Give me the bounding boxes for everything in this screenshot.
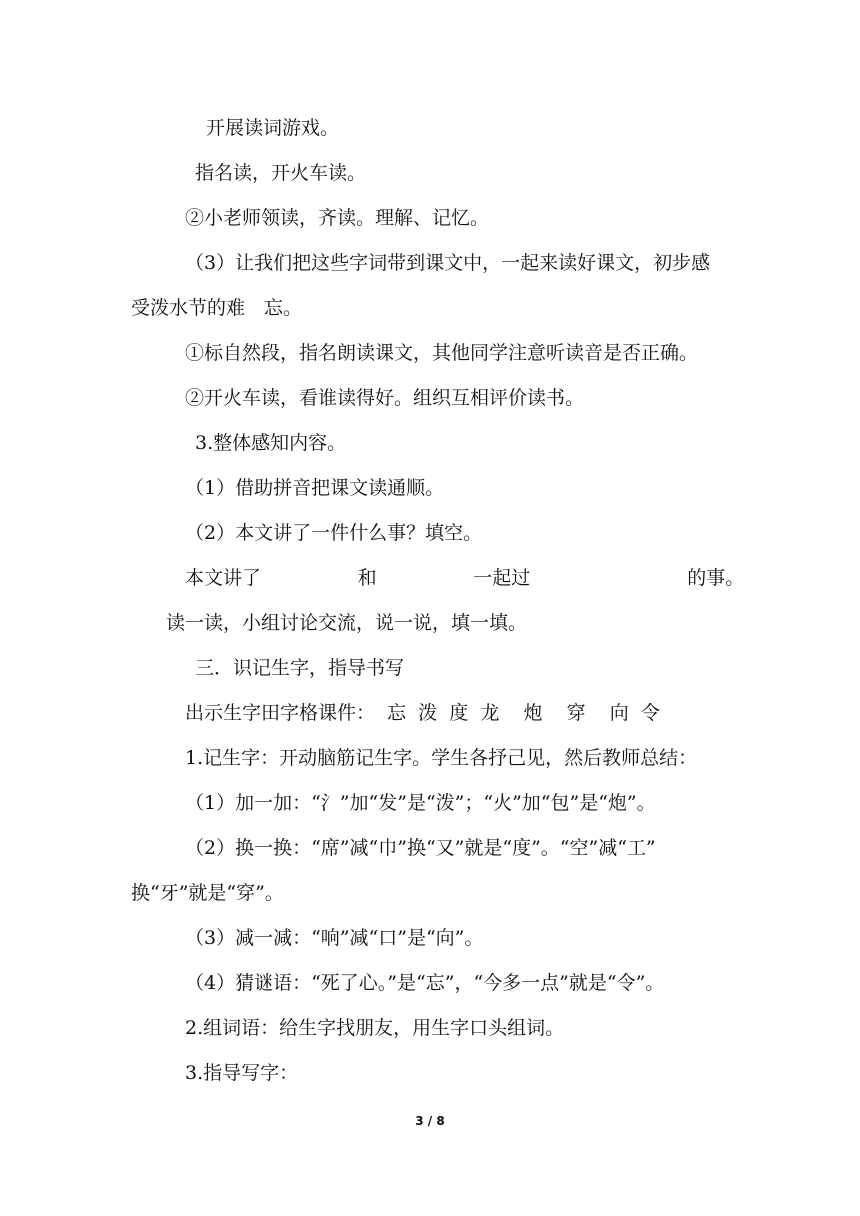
text-line: 读一读，小组讨论交流，说一说，填一填。 xyxy=(166,612,528,634)
text-line: 开展读词游戏。 xyxy=(206,117,340,139)
section-heading: 三．识记生字，指导书写 xyxy=(195,657,405,679)
text-line: 指名读，开火车读。 xyxy=(195,162,367,184)
text-line: （2）本文讲了一件什么事？填空。 xyxy=(185,522,483,544)
text-line: （4）猜谜语：“死了心。”是“忘”，“今多一点”就是“令”。 xyxy=(185,972,665,994)
text-line: （3）减一减：“响”减“口”是“向”。 xyxy=(185,927,484,949)
text-line: 出示生字田字格课件： 忘 泼 度 龙 炮 穿 向 令 xyxy=(185,702,660,724)
text-line: 换“牙”就是“穿”。 xyxy=(131,882,284,904)
text-line: 3.整体感知内容。 xyxy=(195,432,347,454)
text-line: ①标自然段，指名朗读课文，其他同学注意听读音是否正确。 xyxy=(185,342,699,364)
text-line: （1）借助拼音把课文读通顺。 xyxy=(185,477,445,499)
text-line: （2）换一换：“席”减“巾”换“又”就是“度”。“空”减“工” xyxy=(185,837,656,859)
text-line: 3.指导写字： xyxy=(185,1062,299,1084)
page-number: 3 / 8 xyxy=(415,1114,445,1128)
text-line: （1）加一加：“氵”加“发”是“泼”；“火”加“包”是“炮”。 xyxy=(185,792,656,814)
text-line: 2.组词语：给生字找朋友，用生字口头组词。 xyxy=(185,1017,565,1039)
text-line: ②小老师领读，齐读。理解、记忆。 xyxy=(185,207,490,229)
text-line: 受泼水节的难 忘。 xyxy=(131,297,303,319)
text-line: 1.记生字：开动脑筋记生字。学生各抒己见，然后教师总结： xyxy=(185,747,698,769)
text-line: （3）让我们把这些字词带到课文中，一起来读好课文，初步感 xyxy=(185,252,711,274)
text-line: ②开火车读，看谁读得好。组织互相评价读书。 xyxy=(185,387,585,409)
fill-blank-line: 本文讲了 和 一起过 的事。 xyxy=(185,567,745,589)
